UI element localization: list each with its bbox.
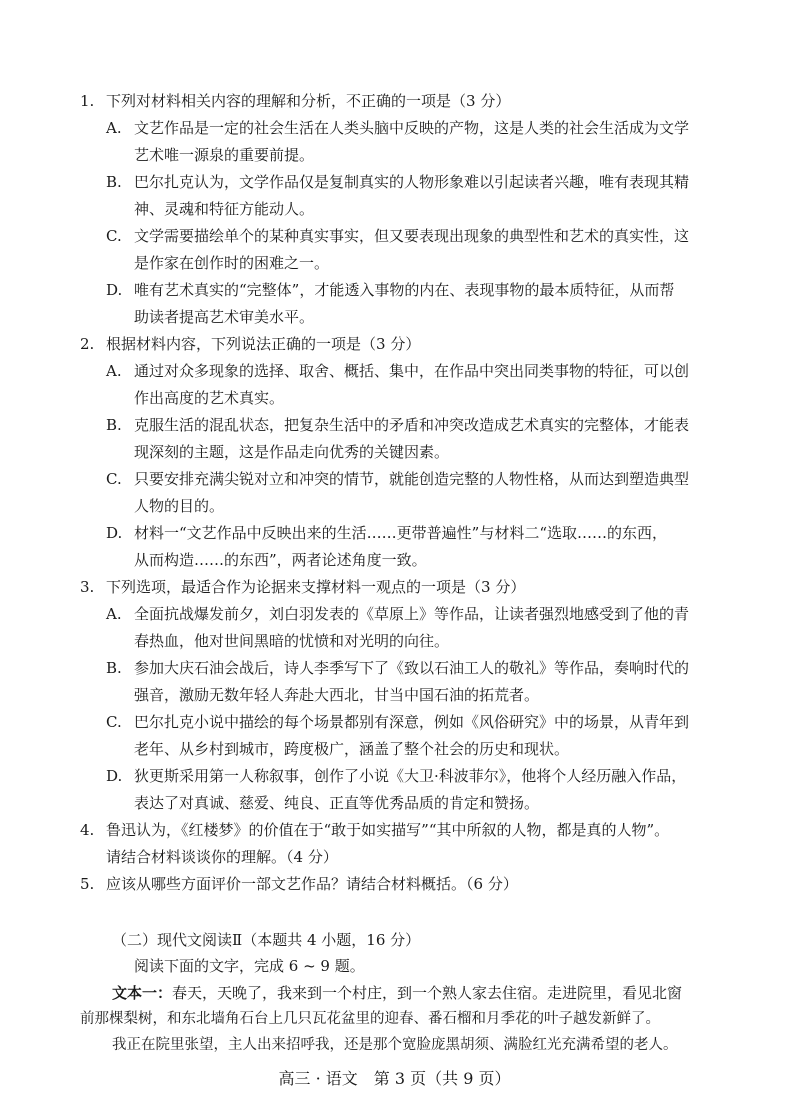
question-2-option-b[interactable] [106, 412, 716, 466]
option-text-line: 老年、从乡村到城市，跨度极广，涵盖了整个社会的历史和现状。 [134, 740, 570, 758]
option-label: D. [106, 524, 123, 542]
question-2-option-c[interactable] [106, 466, 716, 520]
option-text-line: 材料一“文艺作品中反映出来的生活……更带普遍性”与材料二“选取……的东西， [134, 524, 668, 542]
option-label: A. [106, 119, 122, 137]
question-2-option-a[interactable] [106, 358, 716, 412]
question-number: 3. [80, 578, 95, 596]
question-1-option-d[interactable] [106, 277, 716, 331]
option-text-line: 强音，激励无数年轻人奔赴大西北，甘当中国石油的拓荒者。 [134, 686, 540, 704]
option-label: C. [106, 227, 122, 245]
question-5 [80, 871, 720, 898]
option-label: B. [106, 659, 122, 677]
question-stem: 下列对材料相关内容的理解和分析，不正确的一项是（3 分） [106, 92, 511, 110]
question-stem: 下列选项，最适合作为论据来支撑材料一观点的一项是（3 分） [106, 578, 526, 596]
question-3-option-a[interactable] [106, 601, 716, 655]
question-stem: 根据材料内容，下列说法正确的一项是（3 分） [106, 335, 421, 353]
option-text-line: 文艺作品是一定的社会生活在人类头脑中反映的产物，这是人类的社会生活成为文学 [134, 119, 690, 137]
option-text-line: 现深刻的主题，这是作品走向优秀的关键因素。 [134, 443, 450, 461]
section-title: （二）现代文阅读Ⅱ（本题共 4 小题，16 分） [112, 931, 421, 949]
question-stem-line: 请结合材料谈谈你的理解。（4 分） [106, 848, 338, 866]
option-text-line: 文学需要描绘单个的某种真实事实，但又要表现出现象的典型性和艺术的真实性，这 [134, 227, 690, 245]
option-text-line: 唯有艺术真实的“完整体”，才能透入事物的内在、表现事物的最本质特征，从而帮 [134, 281, 675, 299]
question-4 [80, 817, 720, 871]
question-2 [80, 331, 720, 358]
question-3-option-c[interactable] [106, 709, 716, 763]
question-number: 2. [80, 335, 95, 353]
option-label: C. [106, 713, 122, 731]
passage-text: 春天，天晚了，我来到一个村庄，到一个熟人家去住宿。走进院里，看见北窗 [172, 984, 683, 1002]
option-text-line: 克服生活的混乱状态，把复杂生活中的矛盾和冲突改造成艺术真实的完整体，才能表 [134, 416, 690, 434]
option-text-line: 巴尔扎克认为，文学作品仅是复制真实的人物形象难以引起读者兴趣，唯有表现其精 [134, 173, 690, 191]
option-text-line: 是作家在创作时的困难之一。 [134, 254, 330, 272]
question-number: 5. [80, 875, 95, 893]
option-text-line: 神、灵魂和特征方能动人。 [134, 200, 315, 218]
option-label: D. [106, 767, 123, 785]
option-text-line: 巴尔扎克小说中描绘的每个场景都别有深意，例如《风俗研究》中的场景，从青年到 [134, 713, 690, 731]
option-label: A. [106, 362, 122, 380]
option-label: C. [106, 470, 122, 488]
question-3-option-d[interactable] [106, 763, 716, 817]
text-label: 文本一： [112, 984, 173, 1002]
passage-paragraph-1 [112, 980, 682, 1006]
option-label: B. [106, 416, 122, 434]
option-label: B. [106, 173, 122, 191]
option-text-line: 作出高度的艺术真实。 [134, 389, 285, 407]
option-text-line: 狄更斯采用第一人称叙事，创作了小说《大卫·科波菲尔》，他将个人经历融入作品， [134, 767, 687, 785]
question-1-option-b[interactable] [106, 169, 716, 223]
option-label: D. [106, 281, 123, 299]
option-text-line: 助读者提高艺术审美水平。 [134, 308, 315, 326]
option-text-line: 艺术唯一源泉的重要前提。 [134, 146, 315, 164]
option-text-line: 参加大庆石油会战后，诗人李季写下了《致以石油工人的敬礼》等作品，奏响时代的 [134, 659, 690, 677]
page-footer: 高三 · 语文 第 3 页（共 9 页） [278, 1069, 511, 1088]
section-instruction: 阅读下面的文字，完成 6 ~ 9 题。 [134, 957, 365, 975]
option-text-line: 全面抗战爆发前夕，刘白羽发表的《草原上》等作品，让读者强烈地感受到了他的青 [134, 605, 690, 623]
question-3-option-b[interactable] [106, 655, 716, 709]
question-stem: 应该从哪些方面评价一部文艺作品？请结合材料概括。（6 分） [106, 875, 518, 893]
question-number: 4. [80, 821, 95, 839]
option-text-line: 只要安排充满尖锐对立和冲突的情节，就能创造完整的人物性格，从而达到塑造典型 [134, 470, 690, 488]
option-text-line: 从而构造……的东西”，两者论述角度一致。 [134, 551, 427, 569]
option-label: A. [106, 605, 122, 623]
question-1 [80, 88, 720, 115]
option-text-line: 表达了对真诚、慈爱、纯良、正直等优秀品质的肯定和赞扬。 [134, 794, 540, 812]
question-number: 1. [80, 92, 95, 110]
option-text-line: 春热血，他对世间黑暗的忧愤和对光明的向往。 [134, 632, 450, 650]
passage-paragraph-2: 我正在院里张望，主人出来招呼我，还是那个宽脸庞黑胡须、满脸红光充满希望的老人。 [112, 1037, 678, 1053]
question-1-option-a[interactable] [106, 115, 716, 169]
question-3 [80, 574, 720, 601]
option-text-line: 人物的目的。 [134, 497, 225, 515]
question-1-option-c[interactable] [106, 223, 716, 277]
question-2-option-d[interactable] [106, 520, 716, 574]
passage-line: 前那棵梨树，和东北墙角石台上几只瓦花盆里的迎春、番石榴和月季花的叶子越发新鲜了。 [80, 1011, 660, 1027]
question-stem-line: 鲁迅认为，《红楼梦》的价值在于“敢于如实描写”“其中所叙的人物，都是真的人物”。 [106, 821, 670, 839]
option-text-line: 通过对众多现象的选择、取舍、概括、集中，在作品中突出同类事物的特征，可以创 [134, 362, 690, 380]
